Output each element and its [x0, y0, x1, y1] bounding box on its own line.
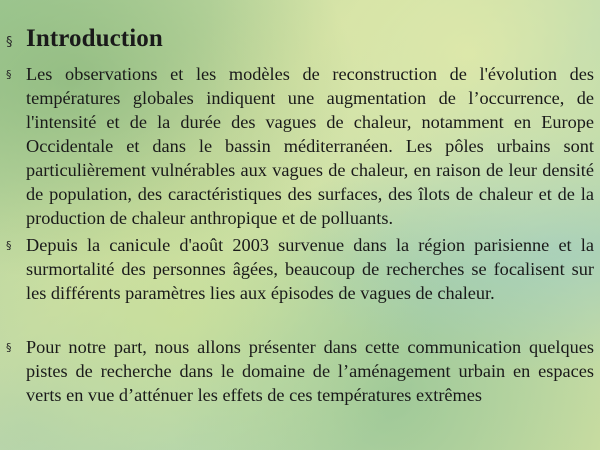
paragraph-text: Pour notre part, nous allons présenter dans cette communication quelques pistes de recherche dans le domaine de l’aménagement urbain en espaces verts en vue d’atténuer les effets de ces températures extrêmes: [26, 337, 594, 405]
slide-title: Introduction: [26, 25, 163, 52]
paragraph-text: Depuis la canicule d'août 2003 survenue dans la région parisienne et la surmortalité des personnes âgées, beaucoup de recherches se focalisent sur les différents paramètres lies aux épisodes de vagues de chaleur.: [26, 235, 594, 303]
paragraph-text: Les observations et les modèles de reconstruction de l'évolution des températures globales indiquent une augmentation de l’occurrence, de l'intensité et de la durée des vagues de chaleur, notamment en Europe Occidentale et dans le bassin méditerranéen. Les pôles urbains sont particulièrement vulnérables aux vagues de chaleur, en raison de leur densité de population, des caractéristiques des surfaces, des îlots de chaleur et de la production de chaleur anthropique et de polluants.: [26, 64, 594, 228]
bullet-paragraph-2: [6, 233, 594, 305]
bullet-icon: §: [6, 239, 12, 252]
bullet-paragraph-1: [6, 62, 594, 230]
title-row: [6, 25, 163, 53]
bullet-icon: §: [6, 68, 12, 81]
bullet-icon: §: [6, 35, 13, 50]
bullet-icon: §: [6, 341, 12, 354]
bullet-paragraph-3: [6, 335, 594, 407]
